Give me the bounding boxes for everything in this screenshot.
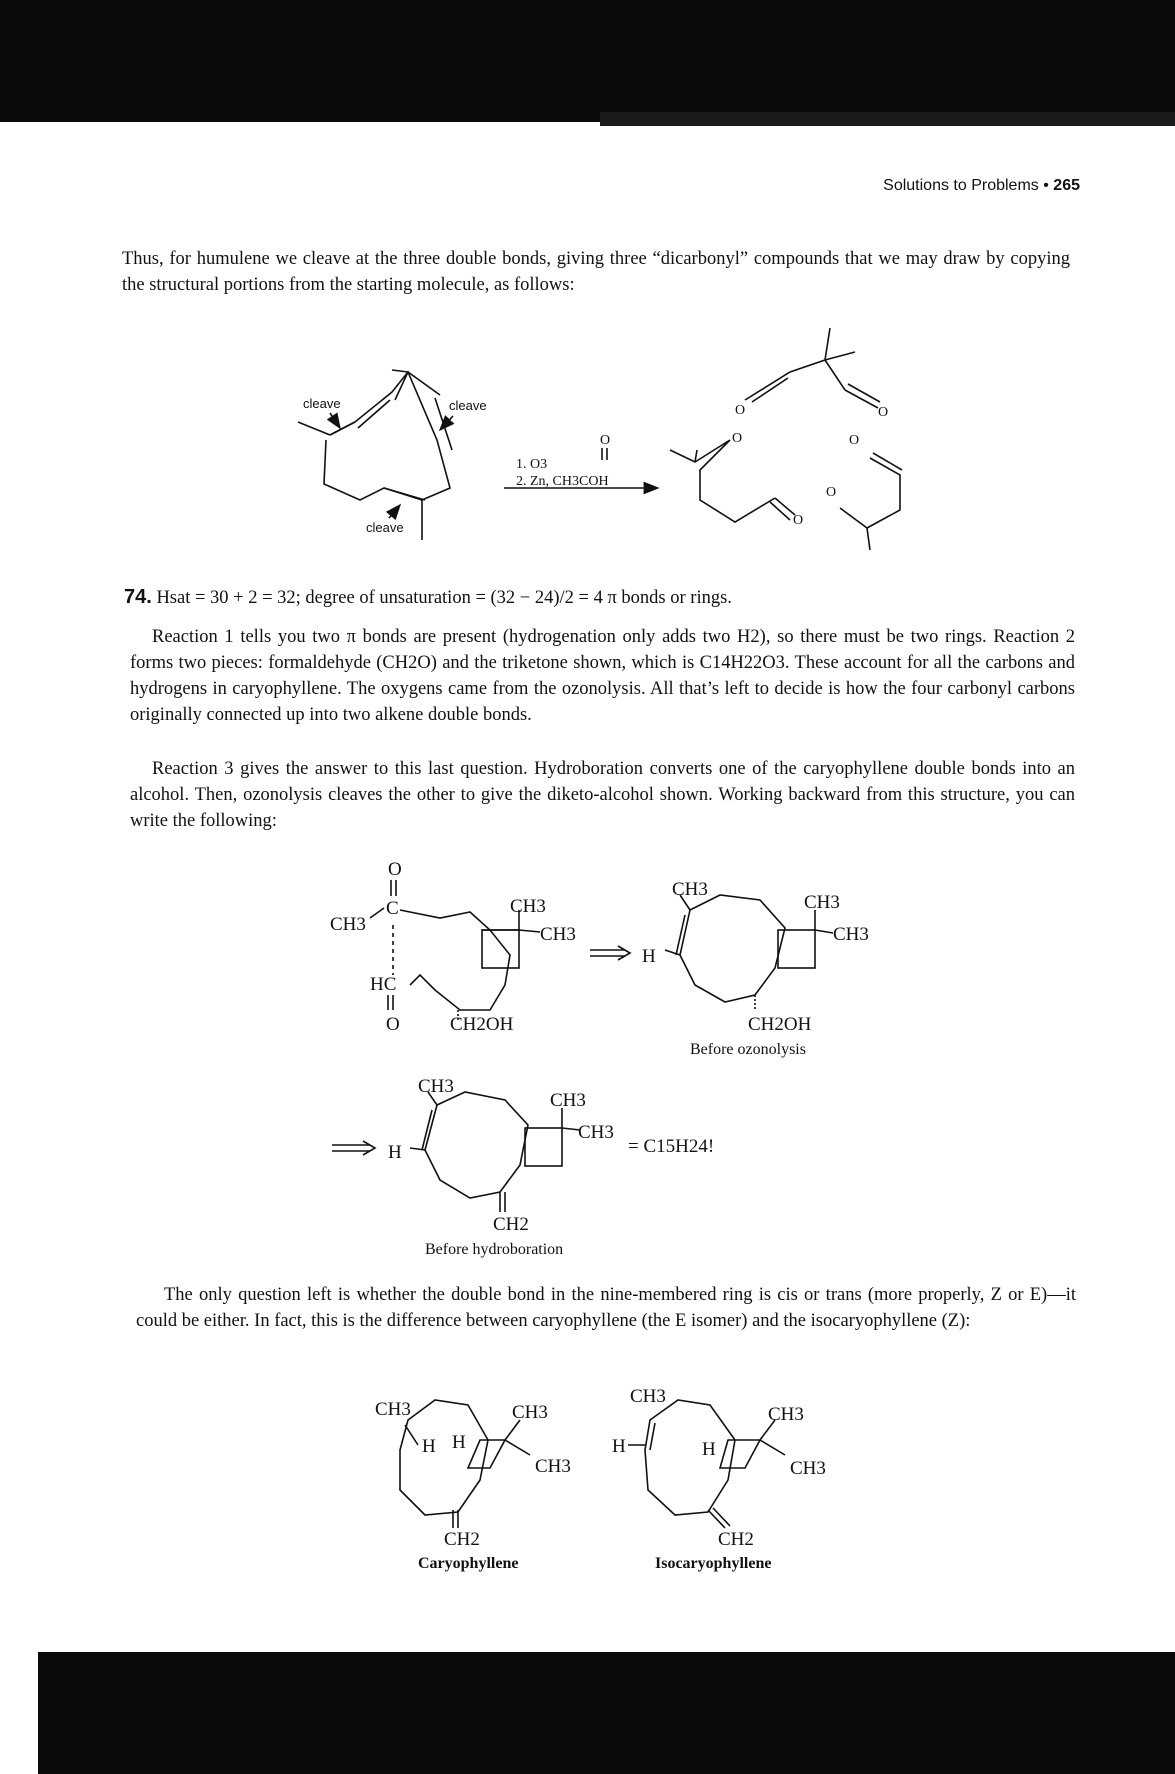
running-head-title: Solutions to Problems bbox=[883, 177, 1039, 194]
product-oxygen-4: O bbox=[849, 433, 860, 448]
reagent-2: 2. Zn, CH3COH bbox=[516, 474, 609, 489]
molecular-formula: = C15H24! bbox=[628, 1136, 715, 1157]
ch3-h: CH3 bbox=[578, 1122, 614, 1143]
gem-ch3-a: CH3 bbox=[510, 896, 546, 917]
reagent-carbonyl-o: O bbox=[600, 433, 611, 448]
isocaryophyllene-ch3-3: CH3 bbox=[790, 1458, 826, 1479]
isocaryophyllene-ch3-2: CH3 bbox=[768, 1404, 804, 1425]
gem-ch3-b: CH3 bbox=[540, 924, 576, 945]
product-oxygen-2: O bbox=[878, 405, 889, 420]
caryophyllene-name: Caryophyllene bbox=[418, 1555, 519, 1572]
product-oxygen-6: O bbox=[826, 485, 837, 500]
caption-before-ozonolysis: Before ozonolysis bbox=[690, 1041, 806, 1058]
product-oxygen-5: O bbox=[793, 513, 804, 528]
ch2oh-a: CH2OH bbox=[450, 1014, 514, 1035]
cleave-label-3: cleave bbox=[366, 520, 404, 535]
vinyl-h-b: H bbox=[388, 1142, 402, 1163]
isocaryophyllene-h-2: H bbox=[702, 1439, 716, 1460]
ch2oh-b: CH2OH bbox=[748, 1014, 812, 1035]
caryophyllene-ch2: CH2 bbox=[444, 1529, 480, 1550]
diketo-alcohol-structure bbox=[330, 859, 576, 1035]
ch3-d: CH3 bbox=[804, 892, 840, 913]
reagent-1: 1. O3 bbox=[516, 457, 548, 472]
caryophyllene-ch3-1: CH3 bbox=[375, 1399, 411, 1420]
running-head-bullet: • bbox=[1043, 177, 1049, 194]
humulene-intro-paragraph: Thus, for humulene we cleave at the three double bonds, giving three “dicarbonyl” compounds that we may draw by copying the structural portions from the starting molecule, as follows: bbox=[122, 249, 1070, 295]
caryophyllene-ch3-2: CH3 bbox=[512, 1402, 548, 1423]
product-oxygen-3: O bbox=[732, 431, 743, 446]
isocaryophyllene-h-1: H bbox=[612, 1436, 626, 1457]
ch3-f: CH3 bbox=[418, 1076, 454, 1097]
cleave-label-1: cleave bbox=[303, 396, 341, 411]
ketone-o-top: O bbox=[388, 859, 402, 880]
ch3-c: CH3 bbox=[672, 879, 708, 900]
ketone-ch3: CH3 bbox=[330, 914, 366, 935]
ch3-e: CH3 bbox=[833, 924, 869, 945]
aldehyde-hc: HC bbox=[370, 974, 397, 995]
caryophyllene-structure bbox=[375, 1399, 571, 1572]
cleave-label-2: cleave bbox=[449, 398, 487, 413]
ch3-g: CH3 bbox=[550, 1090, 586, 1111]
page-number: 265 bbox=[1053, 177, 1080, 194]
before-ozonolysis-structure bbox=[642, 879, 869, 1058]
vinyl-h-a: H bbox=[642, 946, 656, 967]
reaction3-paragraph: Reaction 3 gives the answer to this last question. Hydroboration converts one of the caryophyllene double bonds into an alcohol. Then, ozonolysis cleaves the other to give the diketo-alcohol shown. Working backward from this structure, you can write the following: bbox=[130, 759, 1075, 831]
caryophyllene-ch3-3: CH3 bbox=[535, 1456, 571, 1477]
isocaryophyllene-ch2: CH2 bbox=[718, 1529, 754, 1550]
problem-statement: Hsat = 30 + 2 = 32; degree of unsaturation = (32 − 24)/2 = 4 π bonds or rings. bbox=[156, 588, 732, 608]
ketone-c: C bbox=[386, 898, 399, 919]
reaction1-paragraph: Reaction 1 tells you two π bonds are present (hydrogenation only adds two H2), so there must be two rings. Reaction 2 forms two pieces: formaldehyde (CH2O) and the triketone shown, which is C14H22O3. These account for all the carbons and hydrogens in caryophyllene. The oxygens came from the ozonolysis. All that’s left to decide is how the four carbonyl carbons originally connected up into two alkene double bonds. bbox=[130, 627, 1075, 725]
caption-before-hydroboration: Before hydroboration bbox=[425, 1241, 564, 1258]
caryophyllene-h-2: H bbox=[452, 1432, 466, 1453]
before-hydroboration-structure bbox=[388, 1076, 614, 1258]
dicarbonyl-products bbox=[670, 328, 902, 550]
cleave-arrow-3 bbox=[389, 505, 400, 518]
exo-ch2: CH2 bbox=[493, 1214, 529, 1235]
problem-number: 74. bbox=[124, 586, 152, 608]
isocaryophyllene-ch3-1: CH3 bbox=[630, 1386, 666, 1407]
caryophyllene-h-1: H bbox=[422, 1436, 436, 1457]
cleave-arrow-1 bbox=[330, 413, 340, 428]
cis-trans-paragraph: The only question left is whether the double bond in the nine-membered ring is cis or trans (more properly, Z or E)—it could be either. In fact, this is the difference between caryophyllene (the E isomer) and the isocaryophyllene (Z): bbox=[136, 1285, 1076, 1331]
product-oxygen-1: O bbox=[735, 403, 746, 418]
isocaryophyllene-name: Isocaryophyllene bbox=[655, 1555, 772, 1572]
aldehyde-o: O bbox=[386, 1014, 400, 1035]
isocaryophyllene-structure bbox=[612, 1386, 826, 1572]
